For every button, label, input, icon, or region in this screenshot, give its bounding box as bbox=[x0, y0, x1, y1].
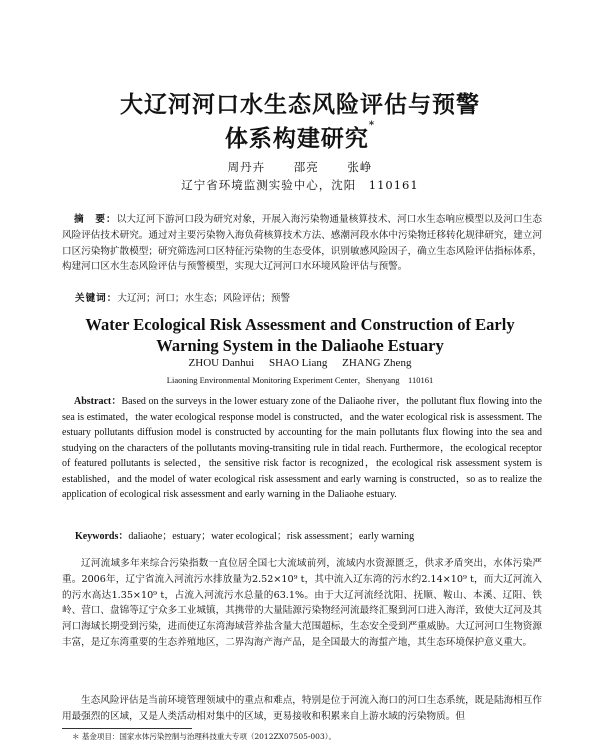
chinese-abstract bbox=[62, 212, 542, 275]
body-paragraph-2: 生态风险评估是当前环境管理领域中的重点和难点，特别是位于河流入海口的河口生态系统，既是陆海相互作用最强烈的区域，又是人类活动相对集中的区域，更易接收和积累来自上游水域的污染物质。但 bbox=[62, 695, 542, 722]
en-author-shao: SHAO Liang bbox=[268, 357, 328, 369]
english-keywords-text: daliaohe；estuary；water ecological；risk assessment；early warning bbox=[128, 531, 415, 542]
footnote-divider bbox=[62, 728, 192, 729]
chinese-title-line2-text: 体系构建研究 bbox=[224, 125, 369, 152]
funding-footnote-mark: * bbox=[368, 120, 376, 131]
english-abstract-text: Based on the surveys in the lower estuary zone of the Daliaohe river，the pollutant flux flowing into the sea is estimated，the water ecological response model is constructed，and the water ecological risk is assessment. The estuary pollutants diffusion model is constructed by accounting for the main pollutants flux flowing into the sea and studying on the characters of the pollutants moving-transiting rule in tidal reach. Furthermore，the ecological receptor of featured pollutants is selected，the sensitive risk factor is recognized，the ecological risk assessment system is established，and the model of water ecological risk assessment and early warning is constructed，so as to realize the application of ecological risk assessment and early warning in the Daliaohe estuary. bbox=[62, 396, 542, 500]
chinese-keywords bbox=[75, 290, 545, 304]
english-affiliation: Liaoning Environmental Monitoring Experiment Center，Shenyang 110161 bbox=[166, 375, 434, 385]
english-title-line1: Water Ecological Risk Assessment and Construction of Early bbox=[85, 315, 515, 334]
author-zhang: 张峥 bbox=[347, 160, 373, 174]
chinese-abstract-text: 以大辽河下游河口段为研究对象，开展入海污染物通量核算技术、河口水生态响应模型以及河口生态风险评估技术研究。通过对主要污染物入海负荷核算技术方法、感潮河段水体中污染物迁移转化规律研究，建立河口区污染物扩散模型；研究筛选河口区特征污染物的生态受体，识别敏感风险因子，确立生态风险评估指标体系，构建河口区水生态风险评估与预警模型，实现大辽河河口水环境风险评估与预警。 bbox=[62, 214, 543, 273]
english-keywords-label: Keywords： bbox=[75, 531, 129, 542]
chinese-keywords-text: 大辽河；河口；水生态；风险评估；预警 bbox=[117, 293, 291, 304]
chinese-keywords-label: 关键词： bbox=[75, 293, 118, 304]
chinese-title-line2 bbox=[0, 120, 600, 153]
english-abstract bbox=[62, 394, 542, 503]
english-keywords bbox=[75, 527, 545, 542]
funding-footnote: ＊ 基金项目：国家水体污染控制与治理科技重大专项（2012ZX07505-003）。 bbox=[72, 732, 336, 741]
english-abstract-label: Abstract： bbox=[74, 396, 122, 407]
body-paragraph-1: 辽河流域多年来综合污染指数一直位居全国七大流域前列，流域内水资源匮乏，供求矛盾突出，水体污染严重。2006年，辽宁省流入河流污水排放量为2.52×10⁹ t，其中流入辽东湾的污水约2.14×10⁹ t，而大辽河流入的污水高达1.35×10⁹ t，占流入河流污水总量的63.1%。由于大辽河流经沈阳、抚顺、鞍山、本溪、辽阳、铁岭、营口、盘锦等辽宁众多工业城镇，其携带的大量陆源污染物经河流最终汇聚到河口进入海洋，致使大辽河及其河口海域长期受到污染，进而使辽东湾海域营养盐含量大范围超标，生态安全受到严重威胁。大辽河河口生物资源丰富，是辽东湾重要的生态养殖地区，二界沟海产海产品，是全国最大的海蜇产地，其生态环境保护意义重大。 bbox=[62, 558, 542, 648]
author-zhou: 周丹卉 bbox=[227, 160, 266, 174]
english-authors bbox=[0, 357, 600, 369]
author-shao: 邵亮 bbox=[293, 160, 319, 174]
chinese-title-line1: 大辽河河口水生态风险评估与预警 bbox=[120, 91, 480, 118]
chinese-abstract-label: 摘 要： bbox=[74, 214, 117, 225]
english-title-line2: Warning System in the Daliaohe Estuary bbox=[156, 336, 444, 355]
chinese-authors bbox=[0, 159, 600, 175]
chinese-affiliation: 辽宁省环境监测实验中心，沈阳 110161 bbox=[181, 178, 419, 192]
en-author-zhang: ZHANG Zheng bbox=[342, 357, 412, 369]
en-author-zhou: ZHOU Danhui bbox=[188, 357, 255, 369]
